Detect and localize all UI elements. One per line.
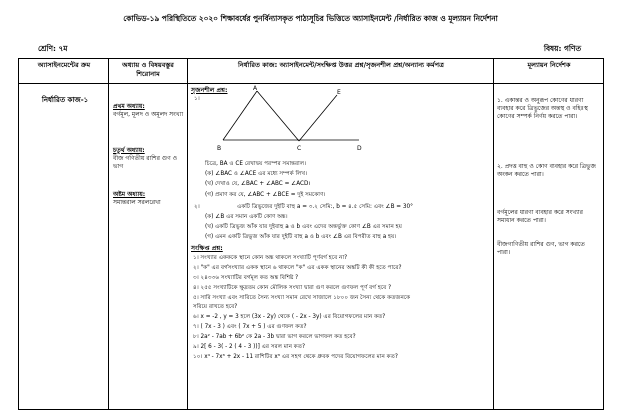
label-e: E: [337, 89, 341, 96]
short-question-1: ১। সংখ্যার একককে স্থানে কোন অঙ্ক থাকলে সংখ্যাটি পূর্ণবর্গ হবে না?: [193, 255, 348, 261]
chapter-4-heading: চতুর্থ অধ্যায়:: [113, 147, 145, 154]
chapter-8-text: সমান্তরাল সরলরেখা: [113, 199, 161, 206]
label-d: D: [357, 145, 362, 152]
parallel-lines-figure: [209, 83, 369, 159]
creative-2-number: ২।: [194, 204, 200, 210]
short-question-10: ১০। x⁴ - 7x³ + 2x - 11 রাশিটির x³ এর সহগ থেকে ধ্রুবক পদের বিয়োগফলের মান কত?: [193, 354, 398, 360]
chapter-1-text: বর্গমূল, মূলদ ও অমূলদ সংখ্যা: [113, 111, 184, 118]
column-divider: [108, 59, 109, 409]
creative-2-stem: একটি ত্রিভুজের দুইটি বাহু a = ৩.২ সেমি:, b = ৪.৫ সেমি: এবং ∠B = 30°: [237, 204, 413, 210]
short-question-3: ৩। ২৪৩৩৬ সংখ্যাটির বর্গমূল কত অঙ্ক বিশিষ্ট ?: [193, 275, 299, 281]
page-title: কোভিড-১৯ পরিস্থিতিতে ২০২০ শিক্ষাবর্ষের পুনর্বিন্যাসকৃত পাঠ্যসূচির ভিত্তিতে অ্যাসাইনমেন্ট /নির্ধারিত কাজ ও মূল্যায়ন নির্দেশনা: [123, 14, 498, 23]
creative-1-part-a: (ক) ∠BAC ও ∠ACE এর মধ্যে সম্পর্ক লিখ।: [205, 171, 308, 177]
short-heading: সংক্ষিপ্ত প্রশ্ন:: [191, 245, 223, 252]
assignment-table: [18, 58, 604, 410]
indicator-1: ১. একান্তর ও অনুরূপ কোণের ধারণা ব্যবহার করে ত্রিভুজের অন্তস্থ ও বহিঃস্থ কোণের সম্পর্ক নির্ণয় করতে পারা।: [497, 97, 588, 121]
chapter-4-text: বীজ গণিতীয় রাশির গুণ ও ভাগ: [113, 155, 178, 170]
short-question-7: ৭। ( 7x - 3 ) এবং ( 7x + 5 ) এর গুণফল কত?: [193, 324, 307, 330]
creative-2-part-a: (ক) ∠B এর সমান একটি কোণ অঙ্ক।: [205, 214, 288, 220]
label-a: A: [253, 85, 258, 92]
creative-2-part-b: (খ) একটি ত্রিভুজ আঁক যার দুইবাহু a ও b এবং এদের অন্তর্ভুক্ত কোণ ∠B এর সমান হয়: [205, 224, 403, 230]
short-question-5: ৫। সারি সংখ্যা এবং সারিতে সৈন্য সংখ্যা সমান রেখে সাজালে ১৮০০ জন সৈন্য থেকে কতজনকে: [193, 295, 411, 301]
subject-label: বিষয়: গণিত: [543, 44, 581, 53]
chapter-1: [113, 103, 185, 119]
short-question-8: ৮। 2a² - 7ab + 6b² কে 2a - 3b দ্বারা ভাগ করলে ভাগফল কত হবে?: [193, 334, 356, 340]
chapter-8-heading: অষ্টম অধ্যায়:: [113, 191, 146, 198]
header-chapter-title: অধ্যায় ও বিষয়বস্তুর শিরোনাম: [122, 61, 174, 78]
short-question-6: ৬। x = -2 , y = 3 হলে (3x - 2y) থেকে ( - 2x - 3y) এর বিয়োগফলের মান কত?: [193, 314, 386, 320]
chapter-1-heading: প্রথম অধ্যায়:: [113, 103, 145, 110]
column-divider: [493, 59, 494, 409]
creative-1-number: ১।: [194, 96, 200, 102]
chapter-4: [113, 147, 185, 171]
creative-1-part-b: (খ) দেখাও যে, ∠BAC + ∠ABC = ∠ACD।: [205, 181, 311, 187]
indicator-2: ২. প্রদত্ত বাহু ও কোণ ব্যবহার করে ত্রিভুজ অংকন করতে পারা।: [497, 163, 596, 179]
creative-1-part-c: (গ) প্রমাণ কর যে, ∠ABC + ∠BCE = দুই সমকোণ।: [205, 192, 326, 198]
creative-2-part-c: (গ) এমন একটি ত্রিভুজ আঁক যার দুইটি বাহু a ও b এবং ∠B এর বিপরীত বাহু a হয়।: [205, 234, 397, 240]
short-question-2: ২। "ক" এর বর্গসংখ্যার একক স্থানে ৬ থাকলে "ক" এর একক স্থানের অঙ্কটি কী কী হতে পারে?: [193, 265, 402, 271]
class-label: শ্রেণি: ৭ম: [38, 44, 68, 53]
figure-caption: চিত্রে, BA ও CE রেখাদ্বয় পরস্পর সমান্তরাল।: [205, 161, 307, 167]
chapter-8: [113, 191, 185, 207]
short-question-9: ৯। 2[ 6 - 3( - 2 ( 4 - 3 ))] এর সরল মান কত?: [193, 344, 306, 350]
label-b: B: [217, 145, 222, 152]
creative-heading: সৃজনশীল প্রশ্ন:: [191, 87, 228, 94]
column-divider: [187, 59, 188, 409]
assignment-number: নির্ধারিত কাজ-১: [41, 96, 89, 104]
line-ac: [257, 91, 299, 141]
header-indicator: মূল্যায়ন নির্দেশক: [527, 61, 571, 69]
indicator-3: বর্গমূলের ধারণা ব্যবহার করে সংখ্যার সমাধান করতে পারা।: [497, 209, 583, 225]
header-assignment-number: অ্যাসাইনমেন্টের ক্রম: [37, 61, 91, 69]
line-ce: [299, 95, 337, 141]
indicator-4: বীজগাণিতীয় রাশির গুণ, ভাগ করতে পারা।: [497, 241, 585, 257]
short-question-5-continued: সরিয়ে রাখতে হবে?: [193, 304, 238, 310]
line-ba: [223, 91, 257, 140]
short-question-4: ৪। ২৫৫ সংখ্যাটিকে ক্ষুদ্রতম কোন মৌলিক সংখ্যা দ্বারা গুণ করলে গুণফল পূর্ণ বর্গ হবে ?: [193, 285, 392, 291]
header-task: নির্ধারিত কাজ: অ্যাসাইনমেন্ট/সংক্ষিপ্ত উত্তর প্রশ্ন/সৃজনশীল প্রশ্ন/অন্যান্য কর্মপত্র: [238, 61, 444, 69]
label-c: C: [297, 145, 302, 152]
